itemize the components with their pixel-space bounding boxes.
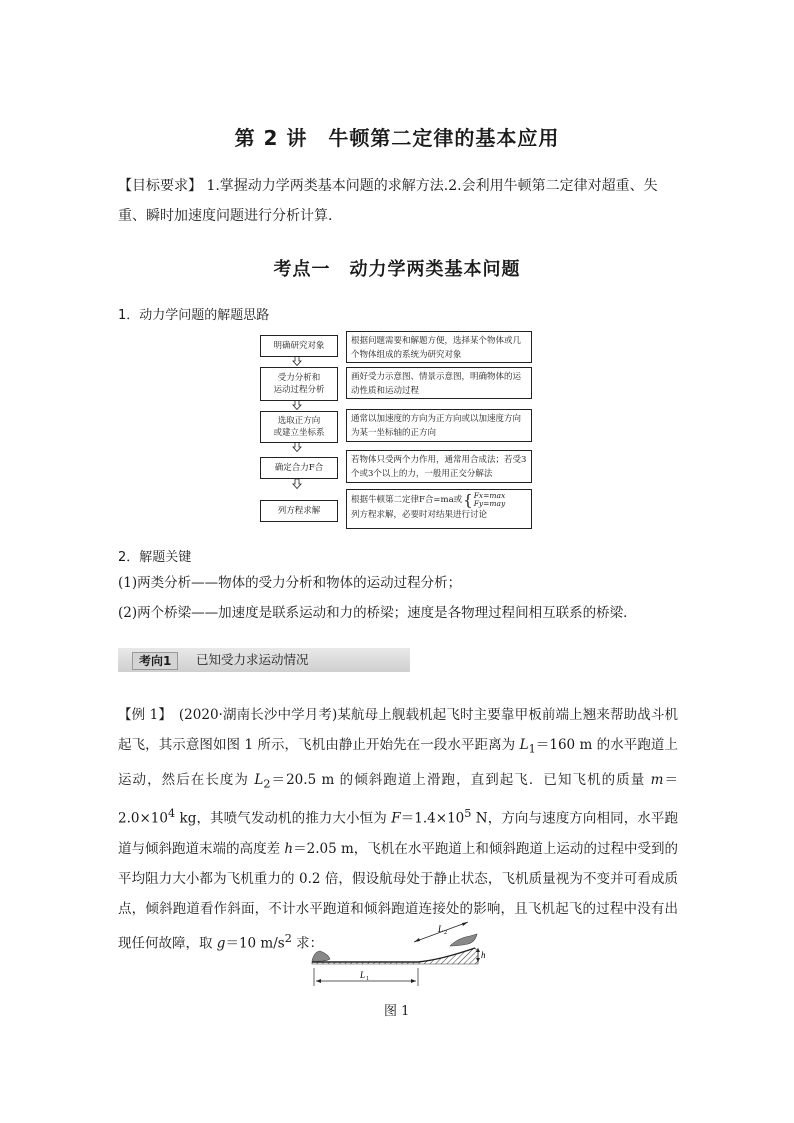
label-L2-sub: 2 (444, 930, 447, 936)
down-arrow-icon (292, 356, 302, 366)
var-L2: L (254, 771, 264, 788)
down-arrow-icon (292, 442, 302, 452)
exponent: 4 (167, 807, 176, 821)
flow-step2-desc: 画好受力示意图、情景示意图，明确物体的运动性质和运动过程 (346, 367, 532, 399)
heading-key-points: 2．解题关键 (118, 550, 192, 565)
example-text: ＝20.5 m 的倾斜跑道上滑跑，直到起飞．已知飞机的质量 (270, 771, 651, 788)
flow-step5-desc-b: 列方程求解，必要时对结果进行讨论 (351, 510, 488, 520)
flow-step5-label: 列方程求解 (277, 506, 321, 516)
page-title: 第 2 讲 牛顿第二定律的基本应用 (234, 126, 560, 150)
goal-tag: 【目标要求】 (118, 178, 202, 194)
example-text: ＝10 m/s (225, 935, 285, 952)
flow-step4-desc: 若物体只受两个力作用，通常用合成法；若受3个或3个以上的力，一般用正交分解法 (346, 450, 532, 483)
key-point-1: (1)两类分析——物体的受力分析和物体的运动过程分析； (118, 575, 462, 591)
flow-step5-fy: Fy=may (473, 499, 506, 508)
flow-step2-box (260, 367, 338, 401)
example-text: ＝160 m 的水平跑道上运动，然后在长度为 (118, 737, 679, 788)
flow-step5-fx: Fx=max (473, 491, 506, 500)
example-text: ＝1.4×10 (400, 810, 465, 827)
topic-banner (118, 648, 410, 672)
var-h: h (284, 840, 294, 857)
brace-icon: { (463, 491, 473, 509)
plane-end-icon (450, 934, 477, 946)
exponent: 5 (464, 807, 472, 821)
flow-step2-line1: 受力分析和 (277, 373, 321, 383)
down-arrow-icon (292, 479, 302, 489)
var-m: m (650, 771, 664, 788)
banner-text: 已知受力求运动情况 (196, 652, 309, 667)
flow-step4-label: 确定合力F合 (274, 463, 324, 473)
banner-tag: 考向1 (132, 652, 178, 670)
section-title: 考点一 动力学两类基本问题 (273, 259, 521, 280)
example-text: N，方向与速度方向相同，水平跑道与倾斜跑道末端的高度差 (118, 810, 678, 857)
sub-1: 1 (528, 742, 536, 756)
figure-caption: 图 1 (384, 1004, 410, 1019)
label-L1-sub: 1 (366, 976, 369, 982)
plane-start-icon (312, 951, 330, 961)
var-F: F (391, 810, 401, 827)
sub-2: 2 (263, 777, 271, 791)
example-text: (2020·湖南长沙中学月考)某航母上舰载机起飞时主要靠甲板前端上翘来帮助战斗机起飞，其示意图如图 1 所示，飞机由静止开始先在一段水平距离为 (118, 707, 678, 753)
flow-step3-desc: 通常以加速度的方向为正方向或以加速度方向为某一坐标轴的正方向 (346, 409, 532, 442)
flow-step5-desc (346, 489, 532, 529)
flow-step3-line1: 选取正方向 (277, 416, 321, 426)
example-text: ＝2.0×10 (118, 771, 679, 827)
exponent: 2 (284, 931, 292, 945)
var-L1: L (519, 737, 529, 753)
example-label: 【例 1】 (118, 707, 166, 723)
label-L2: L (438, 924, 444, 934)
flow-step3-line2: 或建立坐标系 (273, 428, 325, 438)
flow-step1-box (260, 335, 338, 357)
figure-1-diagram (300, 918, 500, 998)
goal-text: 1.掌握动力学两类基本问题的求解方法.2.会利用牛顿第二定律对超重、失重、瞬时加速度问题进行分析计算. (118, 178, 658, 224)
down-arrow-icon (292, 400, 302, 410)
example-text: ＝2.05 m，飞机在水平跑道上和倾斜跑道上运动的过程中受到的平均阻力大小都为飞机重力的 0.2 倍，假设航母处于静止状态，飞机质量视为不变并可看成质点，倾斜跑道看作斜面，不计水平跑道和倾斜跑道连接处的影响，且飞机起飞的过程中没有出现任何故障，取 (118, 840, 678, 952)
var-g: g (216, 935, 226, 952)
flow-step1-label: 明确研究对象 (273, 341, 325, 351)
example-text: 求： (291, 935, 324, 952)
goal-requirements (118, 171, 678, 231)
flow-step5-desc-a: 根据牛顿第二定律F合=ma或 (351, 495, 463, 505)
label-h: h (481, 950, 486, 960)
label-L1: L (360, 970, 366, 980)
flow-step4-box (260, 457, 338, 479)
flow-step2-line2: 运动过程分析 (273, 385, 325, 395)
heading-problem-approach: 1．动力学问题的解题思路 (118, 308, 270, 323)
flow-step5-box (260, 500, 338, 522)
key-point-2: (2)两个桥梁——加速度是联系运动和力的桥梁；速度是各物理过程间相互联系的桥梁． (118, 605, 637, 621)
flow-step3-box (260, 411, 338, 443)
example-text: kg，其喷气发动机的推力大小恒为 (175, 810, 392, 827)
flow-step1-desc: 根据问题需要和解题方便，选择某个物体或几个物体组成的系统为研究对象 (346, 331, 532, 363)
